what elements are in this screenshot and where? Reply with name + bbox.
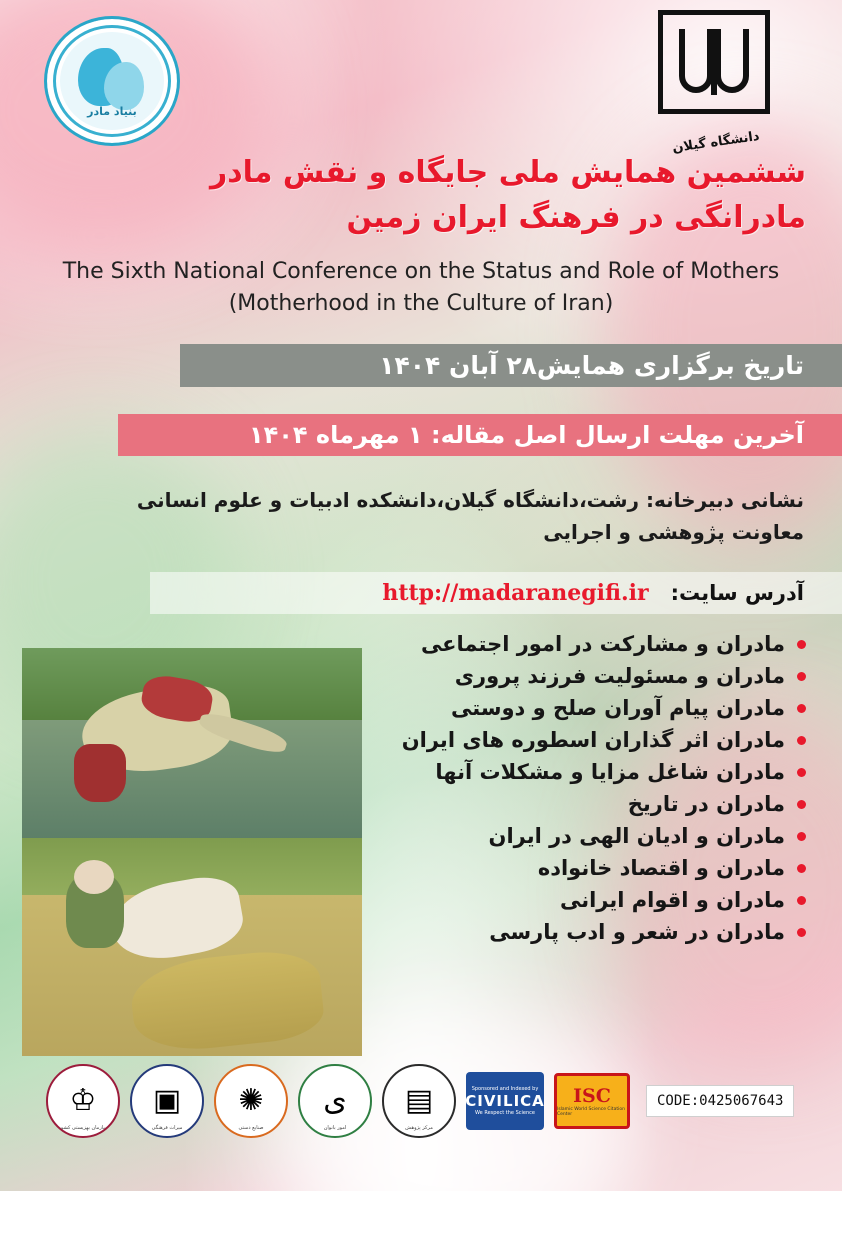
conference-date-bar: تاریخ برگزاری همایش۲۸ آبان ۱۴۰۴ bbox=[180, 344, 842, 387]
list-item bbox=[346, 824, 806, 848]
list-item bbox=[346, 664, 806, 688]
logo-arc-left-icon bbox=[679, 29, 713, 93]
sponsor-logos-row bbox=[0, 1055, 842, 1147]
photo-straw-bundle bbox=[128, 946, 326, 1055]
conference-code: CODE:0425067643 bbox=[646, 1085, 794, 1117]
bullet-icon bbox=[797, 736, 806, 745]
womens-affairs-logo bbox=[298, 1064, 372, 1138]
cultural-heritage-logo bbox=[130, 1064, 204, 1138]
list-item bbox=[346, 856, 806, 880]
welfare-mark-icon: ♔ bbox=[69, 1083, 97, 1118]
isc-name: ISC bbox=[573, 1085, 611, 1107]
bullet-icon bbox=[797, 672, 806, 681]
photo-figure-legs bbox=[74, 744, 126, 802]
list-item bbox=[346, 760, 806, 784]
list-item bbox=[346, 632, 806, 656]
civilica-bottom-text: We Respect the Science bbox=[475, 1110, 535, 1116]
topic-label: مادران پیام آوران صلح و دوستی bbox=[451, 696, 785, 720]
handicrafts-logo bbox=[214, 1064, 288, 1138]
research-caption: مرکز پژوهش bbox=[405, 1125, 433, 1131]
womens-affairs-caption: امور بانوان bbox=[323, 1125, 347, 1131]
list-item bbox=[346, 728, 806, 752]
bullet-icon bbox=[797, 928, 806, 937]
social-welfare-org-logo bbox=[46, 1064, 120, 1138]
topics-list bbox=[346, 632, 806, 952]
title-fa-line1: ششمین همایش ملی جایگاه و نقش مادر bbox=[209, 155, 806, 190]
handicrafts-mark-icon: ✺ bbox=[238, 1083, 264, 1118]
address-line2: معاونت پژوهشی و اجرایی bbox=[543, 520, 804, 544]
page-title-fa bbox=[0, 150, 806, 240]
website-bar bbox=[150, 572, 842, 614]
list-item bbox=[346, 888, 806, 912]
bullet-icon bbox=[797, 864, 806, 873]
topic-label: مادران و اقوام ایرانی bbox=[559, 888, 785, 912]
submission-deadline-bar: آخرین مهلت ارسال اصل مقاله: ۱ مهرماه ۱۴۰۴ bbox=[118, 414, 842, 456]
list-item bbox=[346, 920, 806, 944]
bullet-icon bbox=[797, 640, 806, 649]
address-line1: نشانی دبیرخانه: رشت،دانشگاه گیلان،دانشکده ادبیات و علوم انسانی bbox=[136, 488, 804, 512]
handicrafts-caption: صنایع دستی bbox=[238, 1125, 264, 1131]
research-center-logo bbox=[382, 1064, 456, 1138]
logo-arc-right-icon bbox=[715, 29, 749, 93]
civilica-top-text: Sponsored and Indexed by bbox=[471, 1086, 539, 1092]
website-label: آدرس سایت: bbox=[670, 581, 804, 605]
secretariat-address bbox=[120, 484, 804, 548]
logo-frame-icon bbox=[658, 10, 770, 114]
photo-harvest-with-child bbox=[22, 838, 362, 1056]
bullet-icon bbox=[797, 704, 806, 713]
list-item bbox=[346, 696, 806, 720]
topic-label: مادران در تاریخ bbox=[627, 792, 785, 816]
topic-label: مادران و اقتصاد خانواده bbox=[537, 856, 785, 880]
bullet-icon bbox=[797, 896, 806, 905]
website-url-link[interactable]: http://madaranegifi.ir bbox=[382, 580, 649, 606]
womens-affairs-mark-icon: ﻯ bbox=[323, 1083, 347, 1118]
mother-foundation-logo bbox=[44, 16, 180, 146]
logo-stem-icon bbox=[711, 29, 717, 95]
photo-figure-child-head bbox=[74, 860, 114, 894]
bullet-icon bbox=[797, 768, 806, 777]
research-mark-icon: ▤ bbox=[404, 1083, 434, 1118]
university-name-caption: دانشگاه گیلان bbox=[671, 128, 761, 157]
list-item bbox=[346, 792, 806, 816]
topic-label: مادران شاغل مزایا و مشکلات آنها bbox=[435, 760, 785, 784]
child-face-icon bbox=[104, 62, 144, 110]
bullet-icon bbox=[797, 832, 806, 841]
photo-rice-planting bbox=[22, 648, 362, 838]
title-en-line2: (Motherhood in the Culture of Iran) bbox=[228, 290, 614, 316]
civilica-logo bbox=[466, 1072, 544, 1130]
topic-label: مادران و مشارکت در امور اجتماعی bbox=[420, 632, 785, 656]
title-en-line1: The Sixth National Conference on the Status and Role of Mothers bbox=[62, 259, 780, 284]
heritage-mark-icon: ▣ bbox=[152, 1083, 182, 1118]
topic-label: مادران و ادیان الهی در ایران bbox=[488, 824, 785, 848]
isc-logo bbox=[554, 1073, 630, 1129]
topic-label: مادران و مسئولیت فرزند پروری bbox=[454, 664, 785, 688]
topic-label: مادران اثر گذاران اسطوره های ایران bbox=[401, 728, 785, 752]
isc-bottom-text: Islamic World Science Citation Center bbox=[557, 1107, 625, 1117]
heritage-caption: میراث فرهنگی bbox=[151, 1125, 183, 1131]
civilica-name: CIVILICA bbox=[465, 1092, 545, 1110]
logo-left-base-text: بنیاد مادر bbox=[87, 105, 137, 118]
university-of-guilan-logo bbox=[652, 10, 780, 157]
bullet-icon bbox=[797, 800, 806, 809]
title-fa-line2: مادرانگی در فرهنگ ایران زمین bbox=[346, 200, 806, 235]
topic-label: مادران در شعر و ادب پارسی bbox=[489, 920, 785, 944]
logo-inner bbox=[60, 32, 164, 130]
welfare-caption: سازمان بهزیستی کشور bbox=[58, 1125, 108, 1131]
page-title-en bbox=[0, 256, 842, 320]
